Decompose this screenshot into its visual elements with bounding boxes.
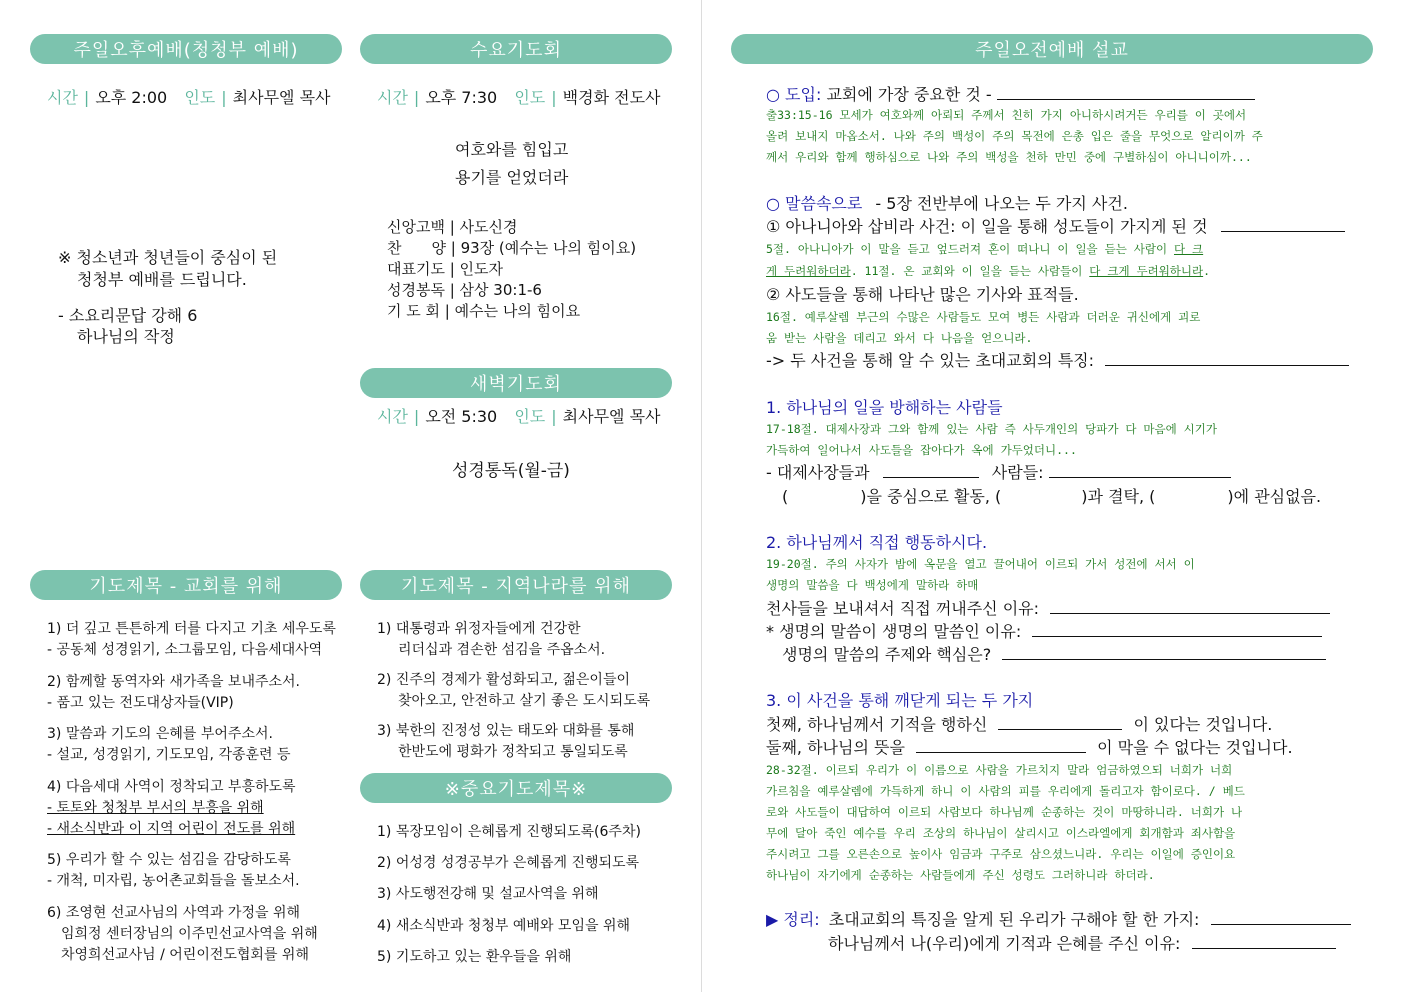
scripture-underlined: 게 두려워하더라 [766, 264, 851, 278]
answer-blank [1032, 622, 1322, 637]
prayer-item: 6) 조영현 선교사님의 사역과 가정을 위해 [47, 905, 301, 921]
intro-text: 교회에 가장 중요한 것 - [826, 85, 992, 104]
scripture-line: 17-18절. 대제사장과 그와 함께 있는 사람 즉 사두개인의 당파가 다 마음에 시기가 [766, 422, 1217, 436]
prayer-item: 3) 사도행전강해 및 설교사역을 위해 [377, 886, 599, 902]
prayer-item: 1) 더 깊고 튼튼하게 터를 다지고 기초 세우도록 [47, 621, 336, 637]
prayer-item: - 설교, 성경읽기, 기도모임, 각종훈련 등 [47, 747, 291, 763]
sunday-pm-topic-1: - 소요리문답 강해 6 [58, 306, 198, 325]
line-text: )에 관심없음. [1227, 487, 1322, 506]
scripture-line [766, 261, 1210, 282]
event-1 [766, 217, 1345, 237]
prayer-item: 1) 목장모임이 은혜롭게 진행되도록(6주차) [377, 824, 641, 840]
important-prayer-header: ※중요기도제목※ [360, 773, 672, 803]
prayer-item: 2) 함께할 동역자와 새가족을 보내주소서. [47, 674, 301, 690]
scripture-line: 주시려고 그를 오른손으로 높이사 임금과 구주로 삼으셨느니라. 우리는 이일에 증인이요 [766, 847, 1236, 861]
point-3-line-1 [766, 715, 1272, 735]
dawn-time-row: 시간 | 오전 5:30 인도 | 최사무엘 목사 [377, 407, 661, 426]
prayer-item: 5) 우리가 할 수 있는 섬김을 감당하도록 [47, 852, 291, 868]
scripture-line: 무에 달아 죽인 예수를 우리 조상의 하나님이 살리시고 이스라엘에게 회개함과 죄사함을 [766, 826, 1236, 840]
line-text: 둘째, 하나님의 뜻을 [766, 738, 905, 757]
wednesday-time-row: 시간 | 오후 7:30 인도 | 백경화 전도사 [377, 88, 661, 107]
point-2-line-2 [766, 622, 1322, 642]
line-text: 이 막을 수 없다는 것입니다. [1097, 738, 1293, 757]
time-value: 오후 2:00 [95, 88, 168, 107]
prayer-item: 찾아오고, 안전하고 살기 좋은 도시되도록 [398, 693, 651, 709]
line-text: 천사들을 보내셔서 직접 꺼내주신 이유: [766, 599, 1040, 618]
scripture-line: 28-32절. 이르되 우리가 이 이름으로 사람을 가르치지 말라 엄금하였으되 너희가 너희 [766, 763, 1233, 777]
line-text: 사람들: [991, 463, 1044, 482]
word-label: ○ 말씀속으로 [766, 194, 863, 213]
scripture-line: 19-20절. 주의 사자가 밤에 옥문을 열고 끌어내어 이르되 가서 성전에 서서 이 [766, 557, 1195, 571]
summary-line-2 [828, 934, 1336, 954]
scripture-text: 5절. 아나니아가 이 말을 듣고 엎드러져 혼이 떠나니 이 일을 듣는 사람이 [766, 242, 1174, 256]
sermon-intro [766, 85, 1255, 105]
point-3-line-2 [766, 738, 1293, 758]
scripture-line: 가르침을 예루살렘에 가득하게 하니 이 사람의 피를 우리에게 돌리고자 함이로다. / 베드 [766, 784, 1245, 798]
line-text: * 생명의 말씀이 생명의 말씀인 이유: [766, 622, 1022, 641]
leader-label: 인도 [184, 88, 216, 107]
answer-blank [998, 715, 1122, 730]
scripture-line [766, 239, 1203, 260]
sermon-header: 주일오전예배 설교 [731, 34, 1373, 64]
leader-label: 인도 [514, 88, 546, 107]
event-2: ② 사도들을 통해 나타난 많은 기사와 표적들. [766, 285, 1079, 304]
scripture-underlined: 다 크 [1173, 242, 1204, 256]
scripture-line: 출33:15-16 모세가 여호와께 아뢰되 주께서 친히 가지 아니하시려거든 우리를 이 곳에서 [766, 108, 1247, 122]
point-2-line-3 [782, 645, 1326, 665]
sunday-pm-note-1: ※ 청소년과 청년들이 중심이 된 [58, 248, 278, 267]
answer-blank [1105, 351, 1349, 366]
sunday-pm-note-2: 청청부 예배를 드립니다. [77, 270, 247, 289]
point-2-title: 2. 하나님께서 직접 행동하시다. [766, 533, 988, 552]
prayer-nation-header: 기도제목 - 지역나라를 위해 [360, 570, 672, 600]
point-1-title: 1. 하나님의 일을 방해하는 사람들 [766, 398, 1003, 417]
prayer-item: 4) 다음세대 사역이 정착되고 부흥하도록 [47, 779, 296, 795]
dawn-reading: 성경통독(월-금) [452, 461, 570, 481]
summary-line-1 [766, 910, 1351, 930]
wednesday-verse-2: 용기를 얻었더라 [455, 168, 569, 187]
wednesday-header: 수요기도회 [360, 34, 672, 64]
leader-value: 최사무엘 목사 [232, 88, 331, 107]
scripture-line: 로와 사도들이 대답하여 이르되 사람보다 하나님께 순종하는 것이 마땅하니라. 너희가 나 [766, 805, 1243, 819]
line-text: 생명의 말씀의 주제와 핵심은? [782, 645, 992, 664]
sunday-pm-header: 주일오후예배(청청부 예배) [30, 34, 342, 64]
prayer-item: - 토토와 청청부 부서의 부흥을 위해 [47, 800, 264, 816]
summary-label: ▶ 정리: [766, 910, 820, 929]
answer-blank [1050, 599, 1330, 614]
order-item: 신앙고백 | 사도신경 [387, 218, 518, 236]
prayer-item: 2) 진주의 경제가 활성화되고, 젊은이들이 [377, 672, 631, 688]
answer-blank [916, 738, 1086, 753]
sermon-word [766, 194, 1128, 214]
time-value: 오전 5:30 [425, 407, 498, 426]
wednesday-verse-1: 여호와를 힘입고 [455, 140, 569, 159]
line-text: 이 있다는 것입니다. [1133, 715, 1273, 734]
line-text: )을 중심으로 활동, ( [860, 487, 1002, 506]
leader-value: 백경화 전도사 [562, 88, 661, 107]
time-label: 시간 [47, 88, 78, 107]
feature-text: -> 두 사건을 통해 알 수 있는 초대교회의 특징: [766, 351, 1095, 370]
answer-blank [997, 85, 1255, 100]
scripture-line: 올려 보내지 마옵소서. 나와 주의 백성이 주의 목전에 은총 입은 줄을 무엇으로 알리이까 주 [766, 129, 1263, 143]
answer-blank [883, 463, 979, 478]
line-text: 초대교회의 특징을 알게 된 우리가 구해야 할 한 가지: [828, 910, 1200, 929]
word-text: - 5장 전반부에 나오는 두 가지 사건. [875, 194, 1128, 213]
line-text: ( [782, 487, 789, 506]
event-1-text: ① 아나니아와 삽비라 사건: 이 일을 통해 성도들이 가지게 된 것 [766, 217, 1208, 236]
sunday-pm-topic-2: 하나님의 작정 [77, 327, 175, 346]
prayer-church-header: 기도제목 - 교회를 위해 [30, 570, 342, 600]
time-value: 오후 7:30 [425, 88, 498, 107]
scripture-text: . 11절. 온 교회와 이 일을 듣는 사람들이 [850, 264, 1090, 278]
scripture-line: 생명의 말씀을 다 백성에게 말하라 하매 [766, 578, 979, 592]
answer-blank [1002, 645, 1326, 660]
line-text: 첫째, 하나님께서 기적을 행하신 [766, 715, 988, 734]
answer-blank [1211, 910, 1351, 925]
scripture-line: 움 받는 사람을 데리고 와서 다 나음을 얻으니라. [766, 331, 1033, 345]
leader-value: 최사무엘 목사 [562, 407, 661, 426]
point-1-line-2 [782, 487, 1321, 507]
leader-label: 인도 [514, 407, 546, 426]
prayer-item: 리더십과 겸손한 섬김을 주옵소서. [398, 642, 606, 658]
prayer-item: - 새소식반과 이 지역 어린이 전도를 위해 [47, 821, 296, 837]
sunday-pm-time-row: 시간 | 오후 2:00 인도 | 최사무엘 목사 [47, 88, 331, 107]
time-label: 시간 [377, 407, 408, 426]
prayer-item: 한반도에 평화가 정착되고 통일되도록 [398, 744, 628, 760]
point-1-line-1 [766, 463, 1231, 483]
prayer-item: 4) 새소식반과 청청부 예배와 모임을 위해 [377, 918, 631, 934]
intro-label: ○ 도입: [766, 85, 822, 104]
prayer-item: 3) 북한의 진정성 있는 태도와 대화를 통해 [377, 723, 635, 739]
point-2-line-1 [766, 599, 1330, 619]
prayer-item: - 개척, 미자립, 농어촌교회들을 돌보소서. [47, 873, 300, 889]
scripture-underlined: 다 크게 두려워하니라 [1089, 264, 1204, 278]
scripture-line: 하나님이 자기에게 순종하는 사람들에게 주신 성령도 그러하니라 하더라. [766, 868, 1155, 882]
order-item: 기 도 회 | 예수는 나의 힘이요 [387, 302, 581, 320]
answer-blank [1221, 217, 1345, 232]
page-divider [701, 0, 702, 992]
answer-blank [1192, 934, 1336, 949]
answer-blank [1049, 463, 1231, 478]
prayer-item: 3) 말씀과 기도의 은혜를 부어주소서. [47, 726, 273, 742]
prayer-item: - 공동체 성경읽기, 소그룹모임, 다음세대사역 [47, 642, 323, 658]
order-item: 대표기도 | 인도자 [387, 260, 504, 278]
prayer-item: 임희정 센터장님의 이주민선교사역을 위해 [61, 926, 318, 942]
scripture-line: 가득하여 일어나서 사도들을 잡아다가 옥에 가두었더니... [766, 443, 1077, 457]
order-item: 성경봉독 | 삼상 30:1-6 [387, 281, 542, 299]
prayer-item: 5) 기도하고 있는 환우들을 위해 [377, 949, 572, 965]
prayer-item: 2) 어성경 성경공부가 은혜롭게 진행되도록 [377, 855, 640, 871]
dawn-header: 새벽기도회 [360, 368, 672, 398]
time-label: 시간 [377, 88, 408, 107]
order-item: 찬 양 | 93장 (예수는 나의 힘이요) [387, 239, 637, 257]
prayer-item: - 품고 있는 전도대상자들(VIP) [47, 695, 234, 711]
feature-line [766, 351, 1349, 371]
line-text: 하나님께서 나(우리)에게 기적과 은혜를 주신 이유: [828, 934, 1181, 953]
prayer-item: 1) 대통령과 위정자들에게 건강한 [377, 621, 581, 637]
scripture-line: 께서 우리와 함께 행하심으로 나와 주의 백성을 천하 만민 중에 구별하심이 아니니이까... [766, 150, 1252, 164]
prayer-item: 차영희선교사님 / 어린이전도협회를 위해 [61, 947, 309, 963]
scripture-text: . [1203, 264, 1211, 278]
point-3-title: 3. 이 사건을 통해 깨닫게 되는 두 가지 [766, 691, 1034, 710]
scripture-line: 16절. 예루살렘 부근의 수많은 사람들도 모여 병든 사람과 더러운 귀신에게 괴로 [766, 310, 1201, 324]
line-text: )과 결탁, ( [1081, 487, 1156, 506]
line-text: - 대제사장들과 [766, 463, 870, 482]
